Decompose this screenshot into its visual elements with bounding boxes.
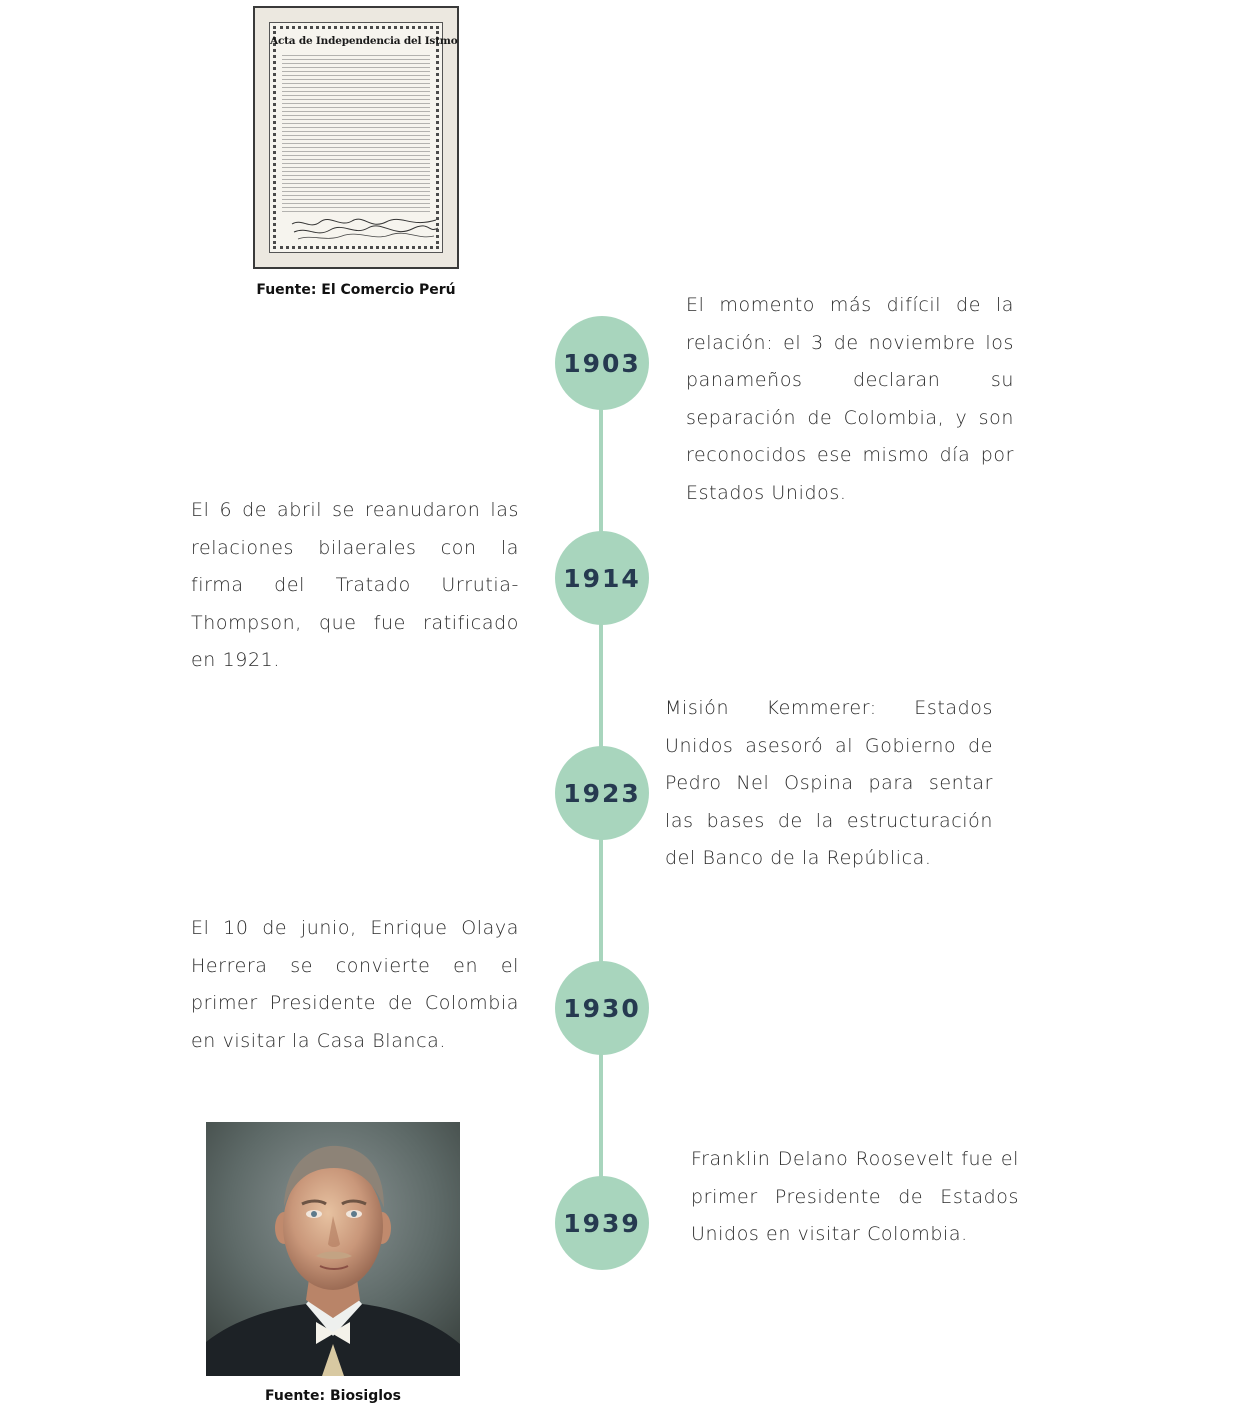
year-node-1914 <box>555 531 649 625</box>
year-node-1903 <box>555 316 649 410</box>
year-label: 1914 <box>563 563 641 593</box>
year-label: 1903 <box>563 348 641 378</box>
acta-body-text <box>282 55 430 212</box>
event-text-1923: Misión Kemmerer: Estados Unidos asesoró al Gobierno de Pedro Nel Ospina para sentar las bases de la estructuración del Banco de la República. <box>665 697 993 870</box>
portrait-caption: Fuente: Biosiglos <box>265 1388 401 1404</box>
acta-title: Acta de Independencia del Istmo <box>270 35 458 47</box>
year-node-1923 <box>555 746 649 840</box>
event-text-1903: El momento más difícil de la relación: el 3 de noviembre los panameños declaran su separación de Colombia, y son reconocidos ese mismo día por Estados Unidos. <box>686 294 1014 504</box>
acta-signatures <box>290 216 440 242</box>
year-node-1939 <box>555 1176 649 1270</box>
acta-page <box>269 22 458 253</box>
year-node-1930 <box>555 961 649 1055</box>
year-label: 1923 <box>563 778 641 808</box>
year-label: 1930 <box>563 993 641 1023</box>
portrait-image <box>206 1122 460 1376</box>
event-text-1939: Franklin Delano Roosevelt fue el primer Presidente de Estados Unidos en visitar Colombia. <box>691 1148 1019 1246</box>
event-text-1930: El 10 de junio, Enrique Olaya Herrera se convierte en el primer Presidente de Colombia en visitar la Casa Blanca. <box>191 917 519 1052</box>
portrait-painting <box>206 1122 460 1376</box>
acta-independencia-image <box>253 6 459 269</box>
year-label: 1939 <box>563 1208 641 1238</box>
acta-caption: Fuente: El Comercio Perú <box>256 282 456 298</box>
event-text-1914: El 6 de abril se reanudaron las relaciones bilaerales con la firma del Tratado Urrutia-Thompson, que fue ratificado en 1921. <box>191 499 519 672</box>
